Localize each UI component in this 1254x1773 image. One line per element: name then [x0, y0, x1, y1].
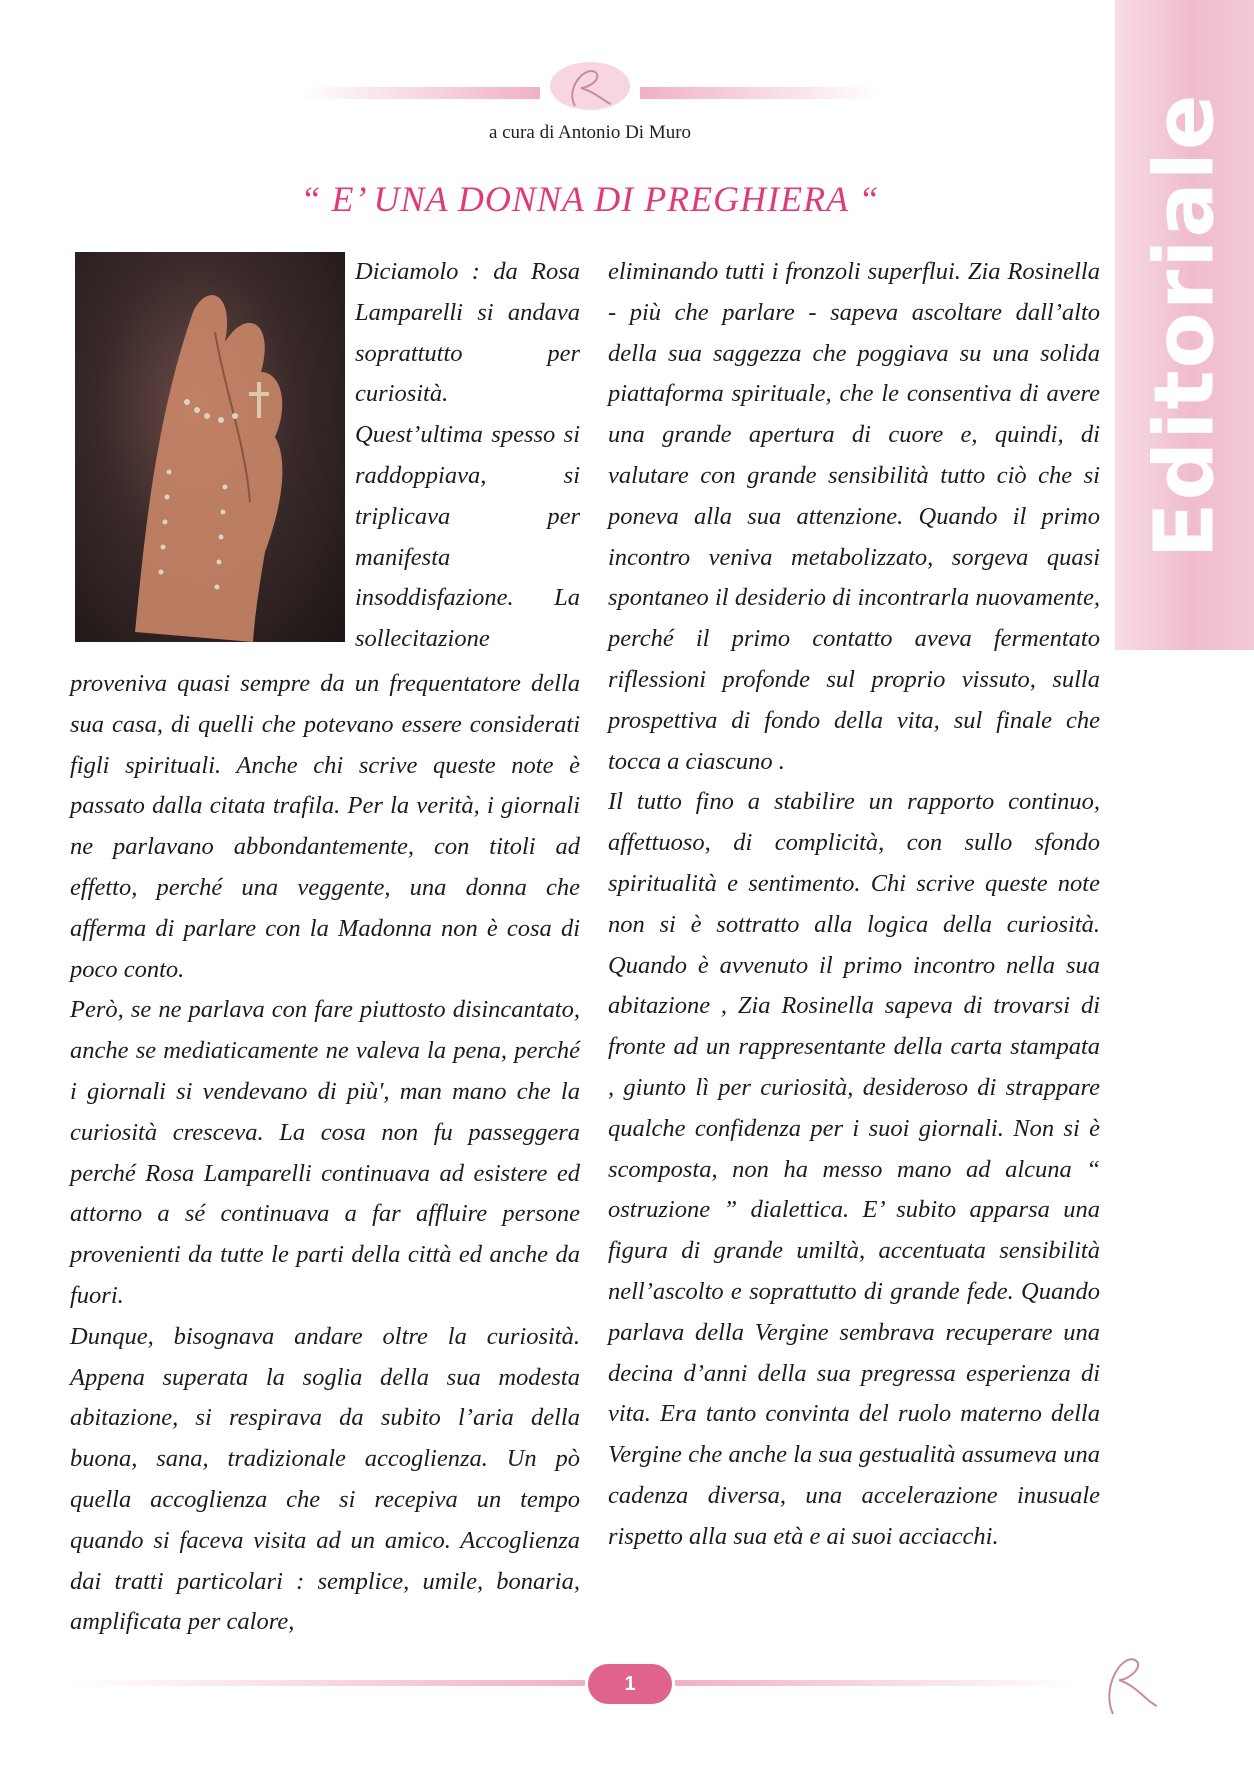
header-decoration-left — [300, 87, 540, 99]
page-title: “ E’ UNA DONNA DI PREGHIERA “ — [300, 179, 880, 219]
paragraph: Però, se ne parlava con fare piuttosto disincantato, anche se mediaticamente ne valeva la pena, perché i giornali si vendevano di più', man mano che la curiosità cresceva. La cosa non fu passeggera perché Rosa Lamparelli continuava ad esistere ed attorno a sé continuava a far affluire persone provenienti da tutte le parti della città ed anche da fuori. — [70, 996, 580, 1309]
section-label: Editoriale — [1137, 92, 1232, 558]
paragraph: Diciamolo : da Rosa Lamparelli si andava soprattutto per curiosità. Quest’ultima spesso si raddoppiava, si triplicava per manifesta insoddisfazione. La sollecitazione — [355, 258, 580, 653]
paragraph: Dunque, bisognava andare oltre la curiosità. Appena superata la soglia della sua modesta abitazione, si respirava da subito l’aria della buona, sana, tradizionale accoglienza. Un pò quella accoglienza che si recepiva un tempo quando si faceva visita ad un amico. Accoglienza dai tratti particolari : semplice, umile, bonaria, amplificata per calore, — [70, 1322, 580, 1636]
footer-decoration-right — [675, 1680, 1075, 1686]
article-column-2 — [608, 252, 1100, 1558]
article-column-1 — [70, 664, 580, 1643]
magazine-logo-icon — [1085, 1640, 1170, 1725]
byline: a cura di Antonio Di Muro — [488, 122, 692, 143]
page-number-badge: 1 — [588, 1664, 672, 1704]
paragraph: proveniva quasi sempre da un frequentatore della sua casa, di quelli che potevano essere considerati figli spirituali. Anche chi scrive queste note è passato dalla citata trafila. Per la verità, i giornali ne parlavano abbondantemente, con titoli ad effetto, perché una veggente, una donna che afferma di parlare con la Madonna non è cosa di poco conto. — [70, 670, 580, 983]
article-column-1-top — [355, 252, 580, 660]
header-decoration-right — [640, 87, 880, 99]
footer-decoration-left — [70, 1680, 585, 1686]
praying-hands-rosary-image — [75, 252, 345, 642]
magazine-logo-icon — [545, 58, 635, 114]
paragraph: Il tutto fino a stabilire un rapporto continuo, affettuoso, di complicità, con sullo sfondo spiritualità e sentimento. Chi scrive queste note non si è sottratto alla logica della curiosità. Quando è avvenuto il primo incontro nella sua abitazione , Zia Rosinella sapeva di trovarsi di fronte ad un rappresentante della carta stampata , giunto lì per curiosità, desideroso di strappare qualche confidenza per i suoi giornali. Non si è scomposta, non ha messo mano ad alcuna “ ostruzione ” dialettica. E’ subito apparsa una figura di grande umiltà, accentuata sensibilità nell’ascolto e soprattutto di grande fede. Quando parlava della Vergine sembrava recuperare una decina d’anni della sua pregressa esperienza di vita. Era tanto convinta del ruolo materno della Vergine che anche la sua gestualità assumeva una cadenza diversa, una accelerazione inusuale rispetto alla sua età e ai suoi acciacchi. — [608, 788, 1100, 1550]
paragraph: eliminando tutti i fronzoli superflui. Zia Rosinella - più che parlare - sapeva ascoltare dall’alto della sua saggezza che poggiava su una solida piattaforma spirituale, che le consentiva di avere una grande apertura di cuore e, quindi, di valutare con grande sensibilità tutto ciò che si poneva alla sua attenzione. Quando il primo incontro veniva metabolizzato, sorgeva quasi spontaneo il desiderio di incontrarla nuovamente, perché il primo contatto aveva fermentato riflessioni profonde sul proprio vissuto, sulla prospettiva di fondo della vita, sul finale che tocca a ciascuno . — [608, 258, 1100, 775]
section-side-tab — [1115, 0, 1254, 650]
